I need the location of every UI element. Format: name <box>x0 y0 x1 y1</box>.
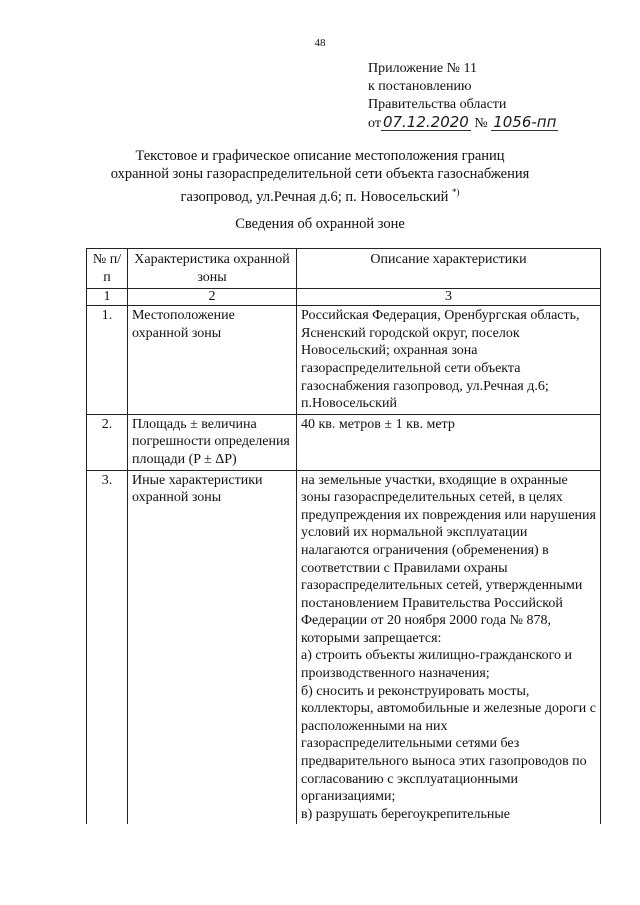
restriction-item-c: в) разрушать берегоукрепительные <box>301 806 511 822</box>
restriction-item-a: а) строить объекты жилищно-гражданского и производственного назначения; <box>301 648 572 682</box>
row-characteristic: Местоположение охранной зоны <box>128 306 297 415</box>
header-characteristic: Характеристика охранной зоны <box>128 249 297 289</box>
number-sign: № <box>474 116 488 131</box>
handwritten-number: 1056-пп <box>493 113 557 131</box>
appendix-block <box>368 60 558 133</box>
title-line-1: Текстовое и графическое описание местоположения границ <box>135 148 505 164</box>
row-characteristic: Иные характеристики охранной зоны <box>128 470 297 824</box>
document-title <box>60 147 580 206</box>
title-line-3-text: газопровод, ул.Речная д.6; п. Новосельский <box>180 188 449 205</box>
title-line-3 <box>60 183 580 206</box>
row-number: 2. <box>87 414 128 470</box>
page-bottom-margin <box>0 848 640 905</box>
table-index-row <box>87 289 601 306</box>
index-cell: 3 <box>297 289 601 306</box>
handwritten-date: 07.12.2020 <box>382 113 469 131</box>
appendix-line-1: Приложение № 11 <box>368 61 477 76</box>
table-row <box>87 306 601 415</box>
appendix-date-line <box>368 114 558 133</box>
page-number: 48 <box>314 37 326 49</box>
row-number: 3. <box>87 470 128 824</box>
header-description: Описание характеристики <box>297 249 601 289</box>
row-description <box>297 470 601 824</box>
footnote-mark: *) <box>451 187 460 197</box>
zone-info-table <box>86 248 601 824</box>
table-header-row <box>87 249 601 289</box>
restriction-item-b: б) сносить и реконструировать мосты, коллекторы, автомобильные и железные дороги с расположенными на них газораспределительными сетями без предварительного выноса этих газопроводов по согласованию с эксплуатационными организациями; <box>301 683 596 805</box>
row-number: 1. <box>87 306 128 415</box>
date-prefix: от <box>368 116 381 131</box>
header-number: № п/п <box>87 249 128 289</box>
appendix-line-2: к постановлению <box>368 79 472 94</box>
row-description: 40 кв. метров ± 1 кв. метр <box>297 414 601 470</box>
table-row <box>87 470 601 824</box>
table-row <box>87 414 601 470</box>
description-intro: на земельные участки, входящие в охранные зоны газораспределительных сетей, в целях предупреждения их повреждения или нарушения условий их нормальной эксплуатации налагаются ограничения (обременения) в соответствии с Правилами охраны газораспределительных сетей, утвержденными постановлением Правительства Российской Федерации от 20 ноября 2000 года № 878, которыми запрещается: <box>301 472 596 646</box>
title-line-2: охранной зоны газораспределительной сети объекта газоснабжения <box>110 166 530 182</box>
appendix-line-3: Правительства области <box>368 97 507 112</box>
index-cell: 2 <box>128 289 297 306</box>
section-subtitle: Сведения об охранной зоне <box>235 216 405 232</box>
row-characteristic: Площадь ± величина погрешности определения площади (P ± ΔP) <box>128 414 297 470</box>
row-description: Российская Федерация, Оренбургская область, Ясненский городской округ, поселок Новосельский; охранная зона газораспределительной сети объекта газоснабжения газопровод, ул.Речная д.6; п.Новосельский <box>297 306 601 415</box>
index-cell: 1 <box>87 289 128 306</box>
